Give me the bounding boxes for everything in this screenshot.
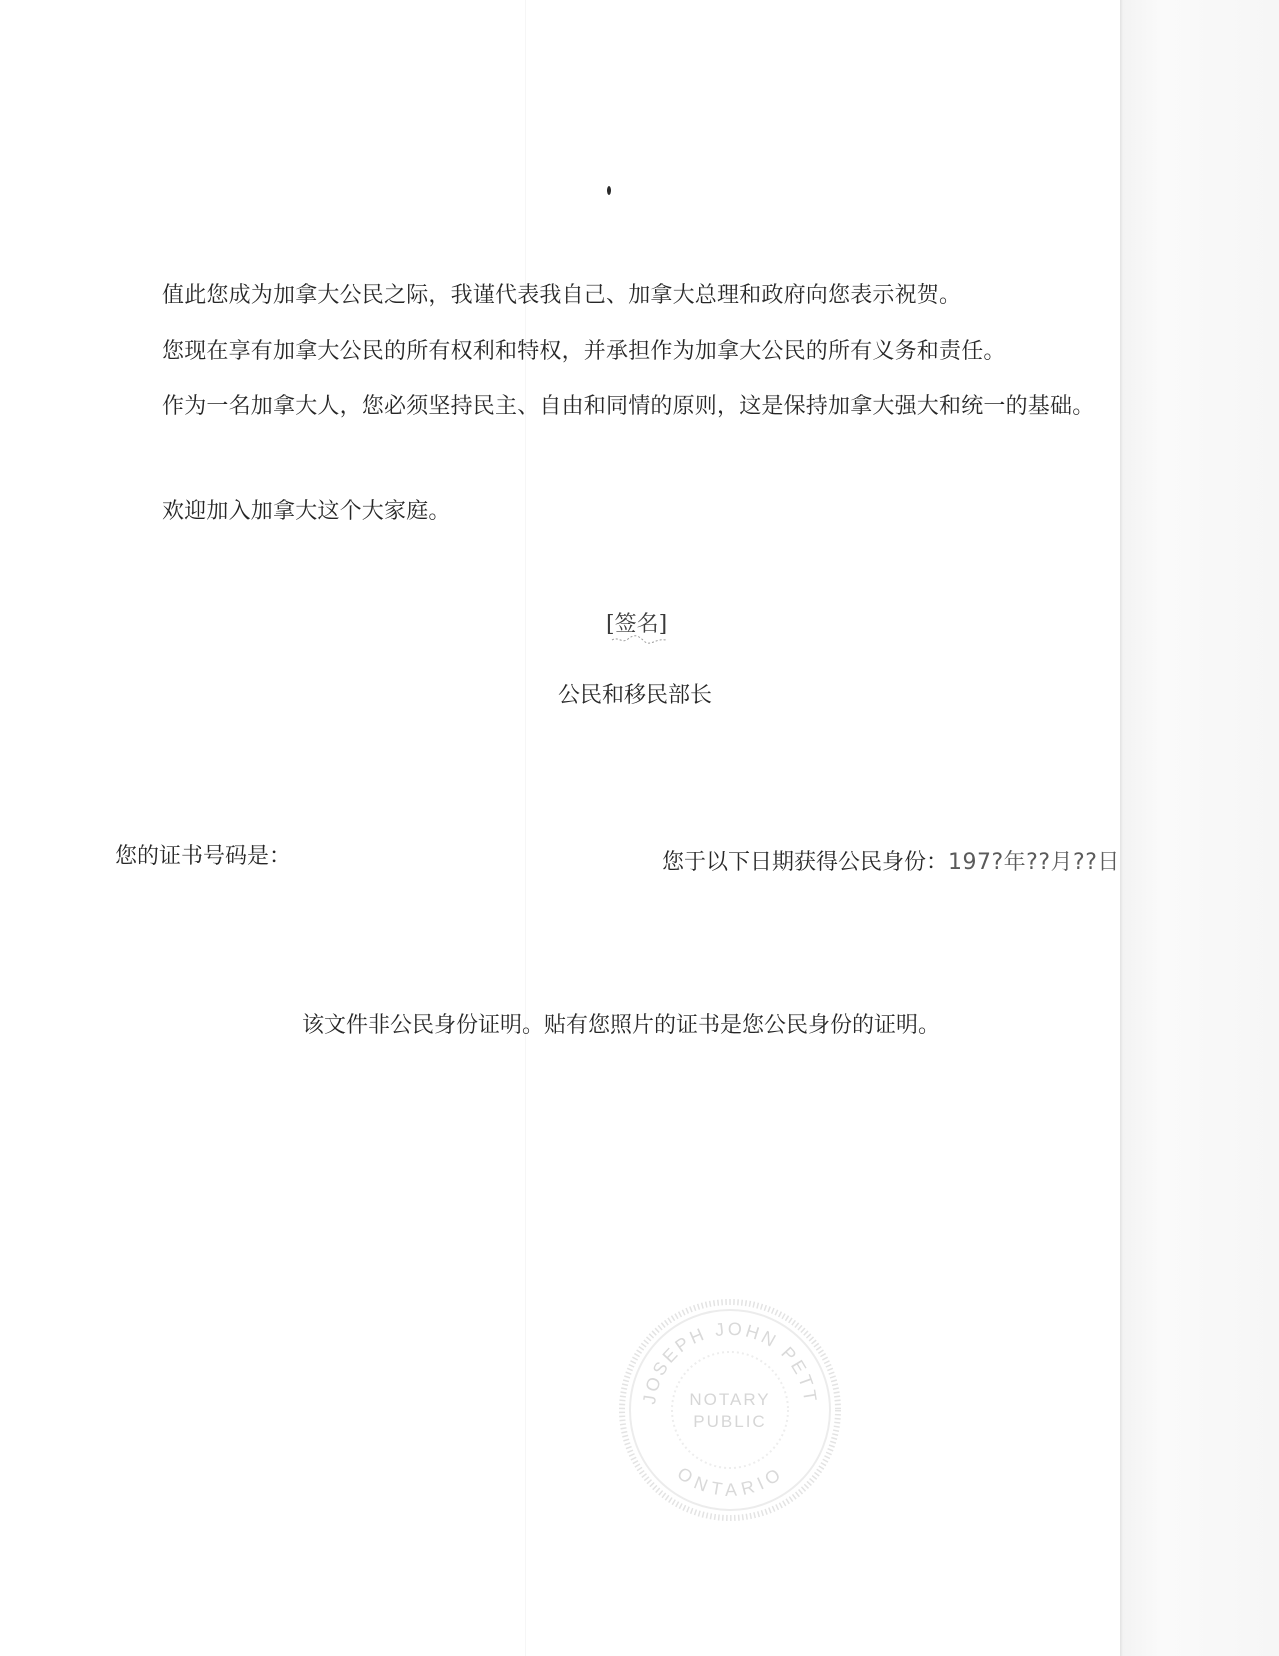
scan-page-edge xyxy=(1120,0,1279,1656)
citizenship-date-value: 197?年??月??日 xyxy=(948,848,1120,878)
congratulation-paragraph: 值此您成为加拿大公民之际，我谨代表我自己、加拿大总理和政府向您表示祝贺。 xyxy=(162,283,962,308)
proof-notice: 该文件非公民身份证明。贴有您照片的证书是您公民身份的证明。 xyxy=(302,1013,941,1038)
seal-bottom-text: ONTARIO xyxy=(673,1463,787,1500)
signature-scribble xyxy=(610,630,670,646)
seal-center-line2: PUBLIC xyxy=(693,1412,767,1431)
signature-note: [签名] xyxy=(606,612,668,637)
notary-seal-emboss xyxy=(615,1295,845,1525)
welcome-paragraph: 欢迎加入加拿大这个大家庭。 xyxy=(162,499,451,524)
rights-paragraph: 您现在享有加拿大公民的所有权利和特权，并承担作为加拿大公民的所有义务和责任。 xyxy=(162,339,1006,364)
seal-center-line1: NOTARY xyxy=(689,1390,771,1409)
scan-speck xyxy=(607,186,611,195)
signatory-title: 公民和移民部长 xyxy=(558,683,713,708)
signature-block xyxy=(606,612,670,650)
citizenship-date-label: 您于以下日期获得公民身份： xyxy=(662,850,949,875)
citizenship-date xyxy=(662,848,1120,878)
seal-top-text: JOSEPH JOHN PETT xyxy=(639,1318,821,1406)
principles-paragraph: 作为一名加拿大人，您必须坚持民主、自由和同情的原则，这是保持加拿大强大和统一的基础。 xyxy=(162,394,1095,419)
paper-fold-line xyxy=(525,0,526,1656)
certificate-number-label: 您的证书号码是： xyxy=(115,844,292,869)
